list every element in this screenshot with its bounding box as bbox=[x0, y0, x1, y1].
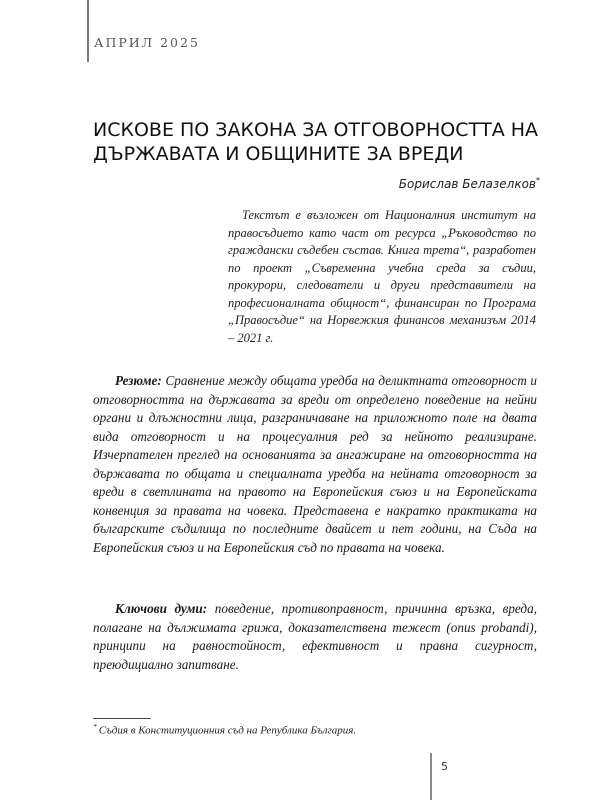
keywords-text: поведение, противоправност, причинна връзка, вреда, полагане на дължимата грижа, доказателствена тежест (onus probandi), принципи на равностойност, ефективност и правна сигурност, преюдициално запитване. bbox=[93, 601, 537, 672]
author-line bbox=[399, 176, 540, 191]
footer-vertical-rule bbox=[430, 753, 432, 800]
footnote-rule bbox=[93, 718, 151, 719]
footnote bbox=[93, 722, 537, 737]
author-footnote-marker: * bbox=[536, 176, 540, 185]
issue-date: АПРИЛ 2025 bbox=[94, 35, 200, 50]
header-vertical-rule bbox=[87, 0, 89, 62]
article-title: ИСКОВЕ ПО ЗАКОНА ЗА ОТГОВОРНОСТТА НА ДЪРЖАВАТА И ОБЩИНИТЕ ЗА ВРЕДИ bbox=[93, 119, 539, 165]
footnote-text: Съдия в Конституционния съд на Република България. bbox=[98, 724, 357, 737]
keywords-paragraph bbox=[93, 600, 537, 674]
keywords-label: Ключови думи: bbox=[115, 601, 208, 616]
page-number: 5 bbox=[441, 760, 448, 773]
abstract-label: Резюме: bbox=[115, 373, 162, 388]
footnote-marker: * bbox=[93, 722, 97, 731]
abstract-paragraph bbox=[93, 372, 537, 557]
abstract-text: Сравнение между общата уредба на деликтната отговорност и отговорността на държавата за вреди от определено поведение на нейни органи и длъжностни лица, разграничаване на приложното поле на двата вида отговорност и на процесуалния ред за нейното реализиране. Изчерпателен преглед на основанията за ангажиране на отговорността на държавата по общата и специалната уредба на нейната отговорност за вреди в светлината на правото на Европейския съюз и на Европейската конвенция за правата на човека. Представена е накратко практиката на българските съдилища по последните двайсет и пет години, на Съда на Европейския съюз и на Европейския съд по правата на човека. bbox=[93, 373, 538, 555]
author-name: Борислав Белазелков bbox=[398, 177, 536, 191]
intro-note: Текстът е възложен от Националния институт на правосъдието като част от ресурса „Ръководство по граждански съдебен състав. Книга трета“, разработен по проект „Съвременна учебна среда за съдии, прокурори, следователи и други представители на професионалната общност“, финансиран по Програма „Правосъдие“ на Норвежкия финансов механизъм 2014 – 2021 г. bbox=[228, 208, 536, 345]
